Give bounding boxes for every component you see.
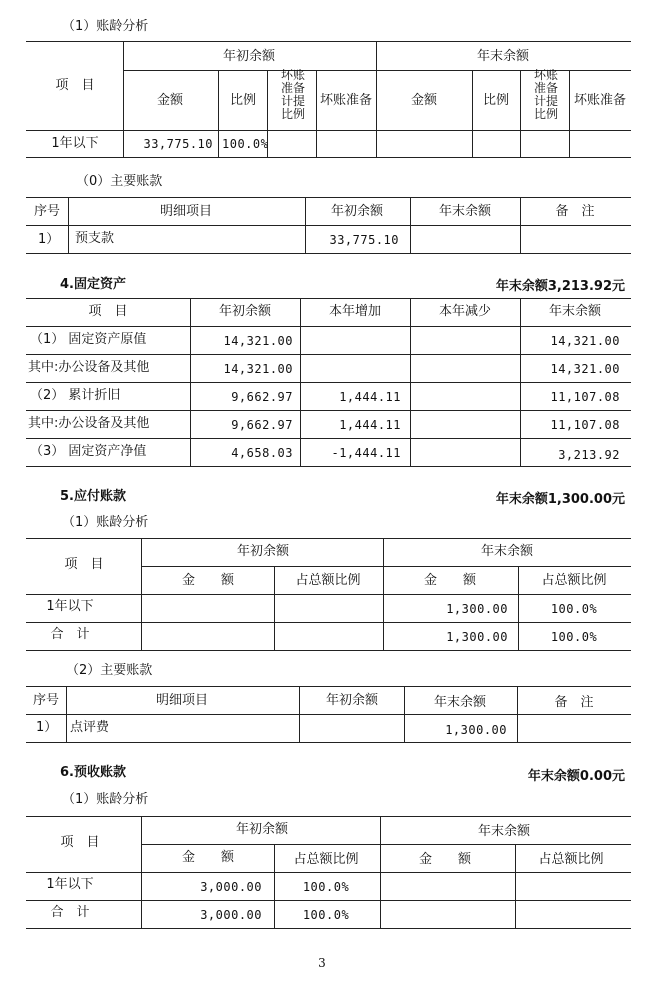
table-row-label: 合 计 (50, 905, 90, 920)
table-row-end: 14,321.00 (550, 362, 620, 376)
begin-ratio-header: 比例 (229, 93, 257, 108)
table-row-begin: 4,658.03 (231, 446, 293, 460)
end-ratio-header: 比例 (482, 93, 510, 108)
col-note-header: 备 注 (554, 695, 594, 710)
col-no-header: 序号 (33, 204, 61, 219)
s5-subtitle-2: （2）主要账款 (66, 663, 153, 678)
col-note-header: 备 注 (555, 204, 595, 219)
s5-title: 5.应付账款 (60, 489, 126, 504)
end-amount-header: 金额 (410, 93, 438, 108)
col-detail-header: 明细项目 (159, 204, 213, 219)
col-begin-header: 年初余额 (330, 204, 384, 219)
col-no-header: 序号 (32, 693, 60, 708)
begin-ratio-header: 占总额比例 (293, 852, 359, 867)
col-detail-header: 明细项目 (155, 693, 209, 708)
row-label: 1年以下 (51, 136, 99, 151)
table-row-begin-ratio: 100.0% (302, 908, 350, 922)
end-provision-rate-header: 坏账 准备 计提 比例 (533, 69, 558, 121)
table-row-add: 1,444.11 (339, 390, 401, 404)
table-row-end: 11,107.08 (550, 390, 620, 404)
begin-amount-header: 金额 (156, 93, 184, 108)
s4-summary: 年末余额3,213.92元 (495, 279, 625, 294)
page-number: 3 (318, 956, 326, 970)
col-add-header: 本年增加 (328, 304, 382, 319)
end-amount-header: 金 额 (418, 852, 472, 867)
begin-provision-header: 坏账准备 (319, 93, 373, 108)
table-row-label: （2） 累计折旧 (30, 388, 121, 403)
table-row-end: 11,107.08 (550, 418, 620, 432)
col-end-header: 年末余额 (476, 49, 530, 64)
table-row-begin: 9,662.97 (231, 418, 293, 432)
table-row-begin: 14,321.00 (223, 334, 293, 348)
s1-title: （1）账龄分析 (62, 19, 149, 34)
table-row-end-ratio: 100.0% (550, 602, 598, 616)
s6-subtitle: （1）账龄分析 (62, 792, 149, 807)
col-end-header: 年末余额 (477, 824, 531, 839)
table-row-end-ratio: 100.0% (550, 630, 598, 644)
end-ratio-header: 占总额比例 (538, 852, 604, 867)
table-row-label: （1） 固定资产原值 (30, 332, 147, 347)
begin-provision-rate-header: 坏账 准备 计提 比例 (280, 69, 305, 121)
col-item-header: 项 目 (88, 304, 128, 319)
table-row-label: 1年以下 (46, 599, 94, 614)
row-no: 1） (38, 232, 60, 247)
table-row-begin-amount: 3,000.00 (200, 880, 262, 894)
col-end-header: 年末余额 (480, 544, 534, 559)
table-row-begin: 9,662.97 (231, 390, 293, 404)
table-row-add: -1,444.11 (331, 446, 401, 460)
table-row-end-amount: 1,300.00 (446, 602, 508, 616)
table-row-end: 14,321.00 (550, 334, 620, 348)
table-row-begin-amount: 3,000.00 (200, 908, 262, 922)
row-begin: 33,775.10 (329, 233, 399, 247)
row-end: 1,300.00 (445, 723, 507, 737)
col-begin-header: 年初余额 (325, 693, 379, 708)
s6-summary: 年末余额0.00元 (527, 769, 625, 784)
row-detail: 点评费 (70, 720, 110, 735)
col-item-header: 项 目 (60, 835, 100, 850)
table-row-label: 其中:办公设备及其他 (28, 360, 150, 375)
table-row-label: 其中:办公设备及其他 (28, 416, 150, 431)
end-amount-header: 金 额 (423, 573, 477, 588)
s5-subtitle: （1）账龄分析 (62, 515, 149, 530)
table-row-label: （3） 固定资产净值 (30, 444, 147, 459)
table-row-end-amount: 1,300.00 (446, 630, 508, 644)
col-end-header: 年末余额 (548, 304, 602, 319)
col-item-header: 项 目 (64, 557, 104, 572)
s2-title: （0）主要账款 (76, 174, 163, 189)
row-begin-amount: 33,775.10 (143, 137, 213, 151)
table-row-begin-ratio: 100.0% (302, 880, 350, 894)
s4-title: 4.固定资产 (60, 277, 126, 292)
begin-ratio-header: 占总额比例 (295, 573, 361, 588)
begin-amount-header: 金 额 (181, 573, 235, 588)
col-end-header: 年末余额 (438, 204, 492, 219)
col-begin-header: 年初余额 (218, 304, 272, 319)
row-no: 1） (36, 720, 58, 735)
col-begin-header: 年初余额 (222, 49, 276, 64)
table-row-label: 1年以下 (46, 877, 94, 892)
s5-summary: 年末余额1,300.00元 (495, 492, 625, 507)
col-begin-header: 年初余额 (236, 544, 290, 559)
col-item-header: 项 目 (55, 78, 95, 93)
s6-title: 6.预收账款 (60, 765, 126, 780)
table-row-begin: 14,321.00 (223, 362, 293, 376)
begin-amount-header: 金 额 (181, 850, 235, 865)
table-row-add: 1,444.11 (339, 418, 401, 432)
table-row-label: 合 计 (50, 627, 90, 642)
col-begin-header: 年初余额 (235, 822, 289, 837)
end-provision-header: 坏账准备 (573, 93, 627, 108)
col-sub-header: 本年减少 (438, 304, 492, 319)
end-ratio-header: 占总额比例 (541, 573, 607, 588)
col-end-header: 年末余额 (433, 695, 487, 710)
row-detail: 预支款 (75, 231, 115, 246)
table-row-end: 3,213.92 (558, 448, 620, 462)
row-begin-ratio: 100.0% (222, 137, 269, 151)
